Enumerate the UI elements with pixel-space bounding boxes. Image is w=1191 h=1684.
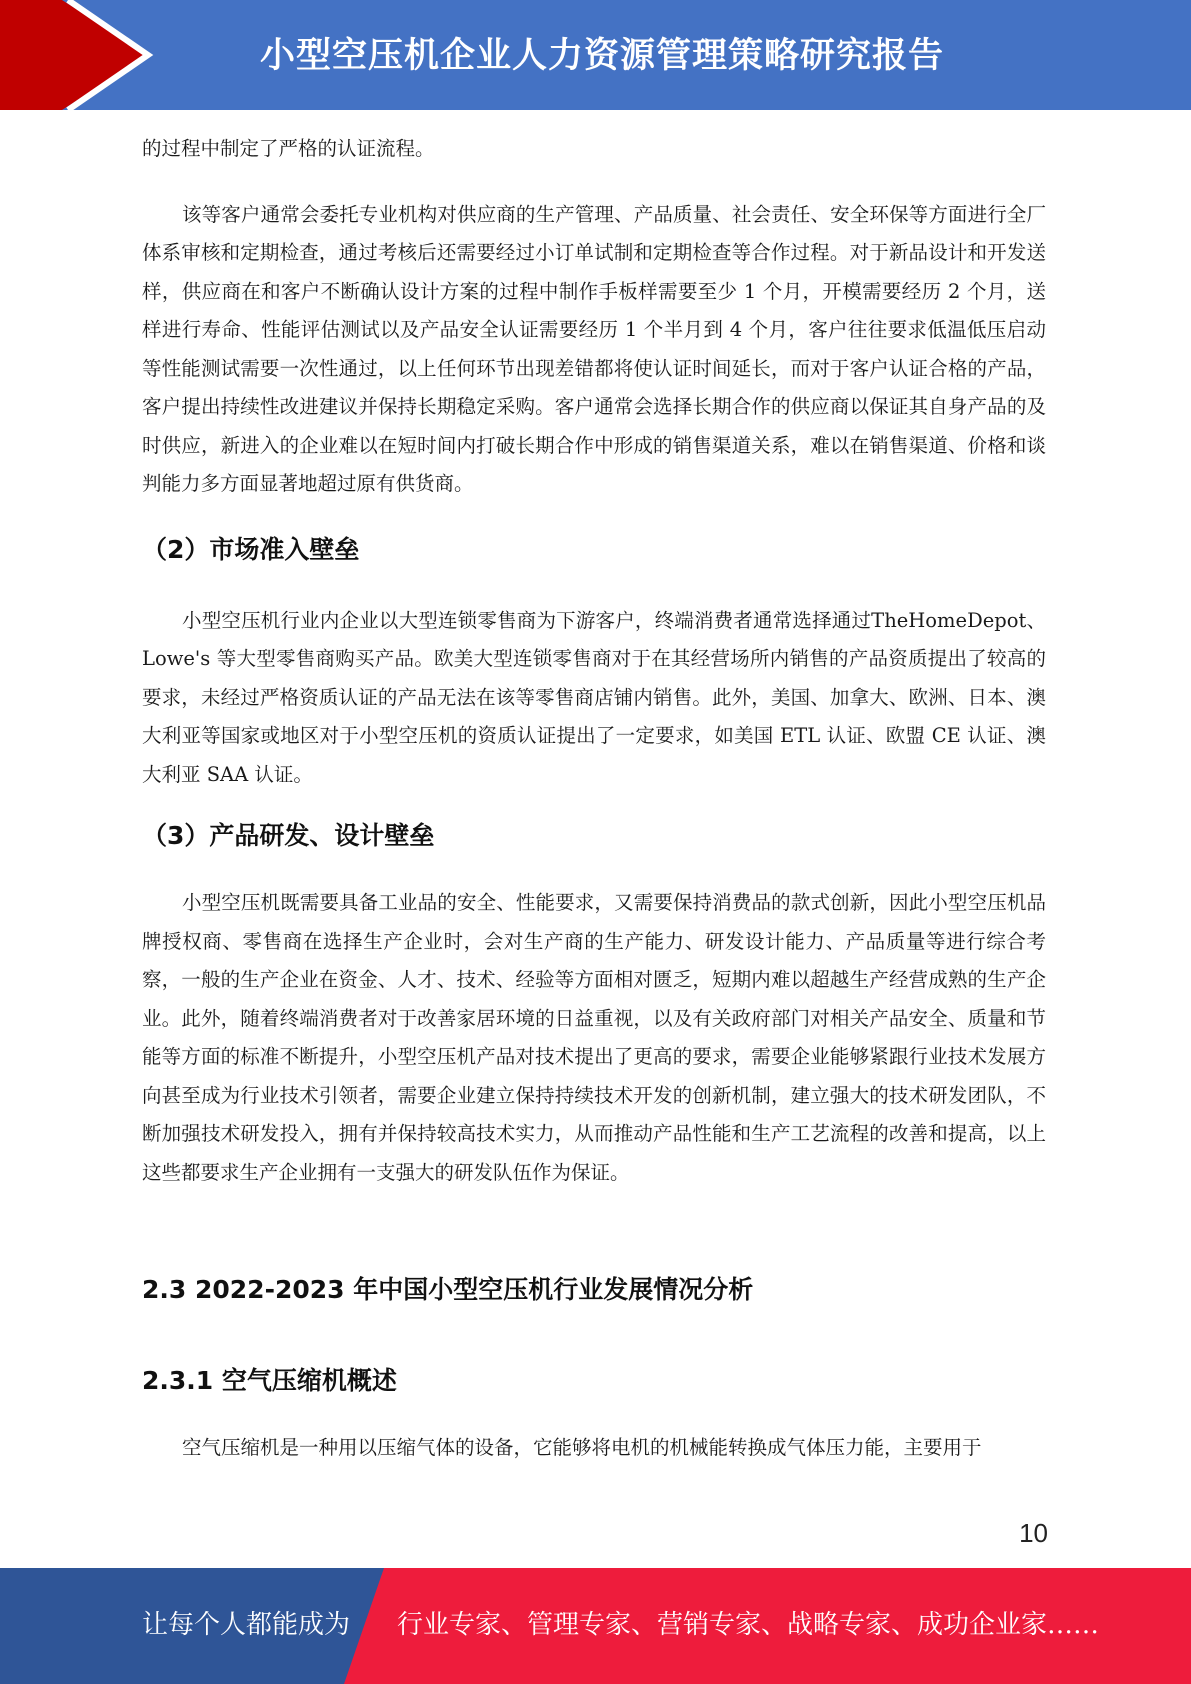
- page-footer: [0, 1568, 1191, 1684]
- page-number: 10: [1019, 1518, 1048, 1548]
- document-body: [142, 130, 1046, 1468]
- page-header: [0, 0, 1191, 110]
- section-heading-2-3-1: 2.3.1 空气压缩机概述: [142, 1366, 397, 1395]
- footer-slogan-right: 行业专家、管理专家、营销专家、战略专家、成功企业家……: [397, 1610, 1100, 1640]
- paragraph-air-compressor-intro: 空气压缩机是一种用以压缩气体的设备，它能够将电机的机械能转换成气体压力能，主要用于: [182, 1436, 982, 1459]
- header-arrow-decoration: [0, 0, 160, 110]
- paragraph-market-access: 小型空压机行业内企业以大型连锁零售商为下游客户，终端消费者通常选择通过TheHomeDepot、Lowe's 等大型零售商购买产品。欧美大型连锁零售商对于在其经营场所内销售的产品资质提出了较高的要求，未经过严格资质认证的产品无法在该等零售商店铺内销售。此外，美国、加拿大、欧洲、日本、澳大利亚等国家或地区对于小型空压机的资质认证提出了一定要求，如美国 ETL 认证、欧盟 CE 认证、澳大利亚 SAA 认证。: [142, 608, 1046, 786]
- section-heading-2-3: 2.3 2022-2023 年中国小型空压机行业发展情况分析: [142, 1275, 754, 1304]
- paragraph-rd-design: 小型空压机既需要具备工业品的安全、性能要求，又需要保持消费品的款式创新，因此小型空压机品牌授权商、零售商在选择生产企业时，会对生产商的生产能力、研发设计能力、产品质量等进行综合考察，一般的生产企业在资金、人才、技术、经验等方面相对匮乏，短期内难以超越生产经营成熟的生产企业。此外，随着终端消费者对于改善家居环境的日益重视，以及有关政府部门对相关产品安全、质量和节能等方面的标准不断提升，小型空压机产品对技术提出了更高的要求，需要企业能够紧跟行业技术发展方向甚至成为行业技术引领者，需要企业建立保持持续技术开发的创新机制，建立强大的技术研发团队，不断加强技术研发投入，拥有并保持较高技术实力，从而推动产品性能和生产工艺流程的改善和提高，以上这些都要求生产企业拥有一支强大的研发队伍作为保证。: [142, 891, 1046, 1184]
- paragraph-continued: 的过程中制定了严格的认证流程。: [142, 137, 435, 160]
- heading-market-access-barrier: （2）市场准入壁垒: [142, 534, 360, 564]
- heading-rd-design-barrier: （3）产品研发、设计壁垒: [142, 821, 435, 850]
- report-title: 小型空压机企业人力资源管理策略研究报告: [260, 36, 945, 76]
- footer-slogan-left: 让每个人都能成为: [142, 1610, 351, 1640]
- paragraph-customer-audit: 该等客户通常会委托专业机构对供应商的生产管理、产品质量、社会责任、安全环保等方面进行全厂体系审核和定期检查，通过考核后还需要经过小订单试制和定期检查等合作过程。对于新品设计和开发送样，供应商在和客户不断确认设计方案的过程中制作手板样需要至少 1 个月，开模需要经历 2 个月，送样进行寿命、性能评估测试以及产品安全认证需要经历 1 个半月到 4 个月，客户往往要求低温低压启动等性能测试需要一次性通过，以上任何环节出现差错都将使认证时间延长，而对于客户认证合格的产品，客户提出持续性改进建议并保持长期稳定采购。客户通常会选择长期合作的供应商以保证其自身产品的及时供应，新进入的企业难以在短时间内打破长期合作中形成的销售渠道关系，难以在销售渠道、价格和谈判能力多方面显著地超过原有供货商。: [142, 202, 1046, 495]
